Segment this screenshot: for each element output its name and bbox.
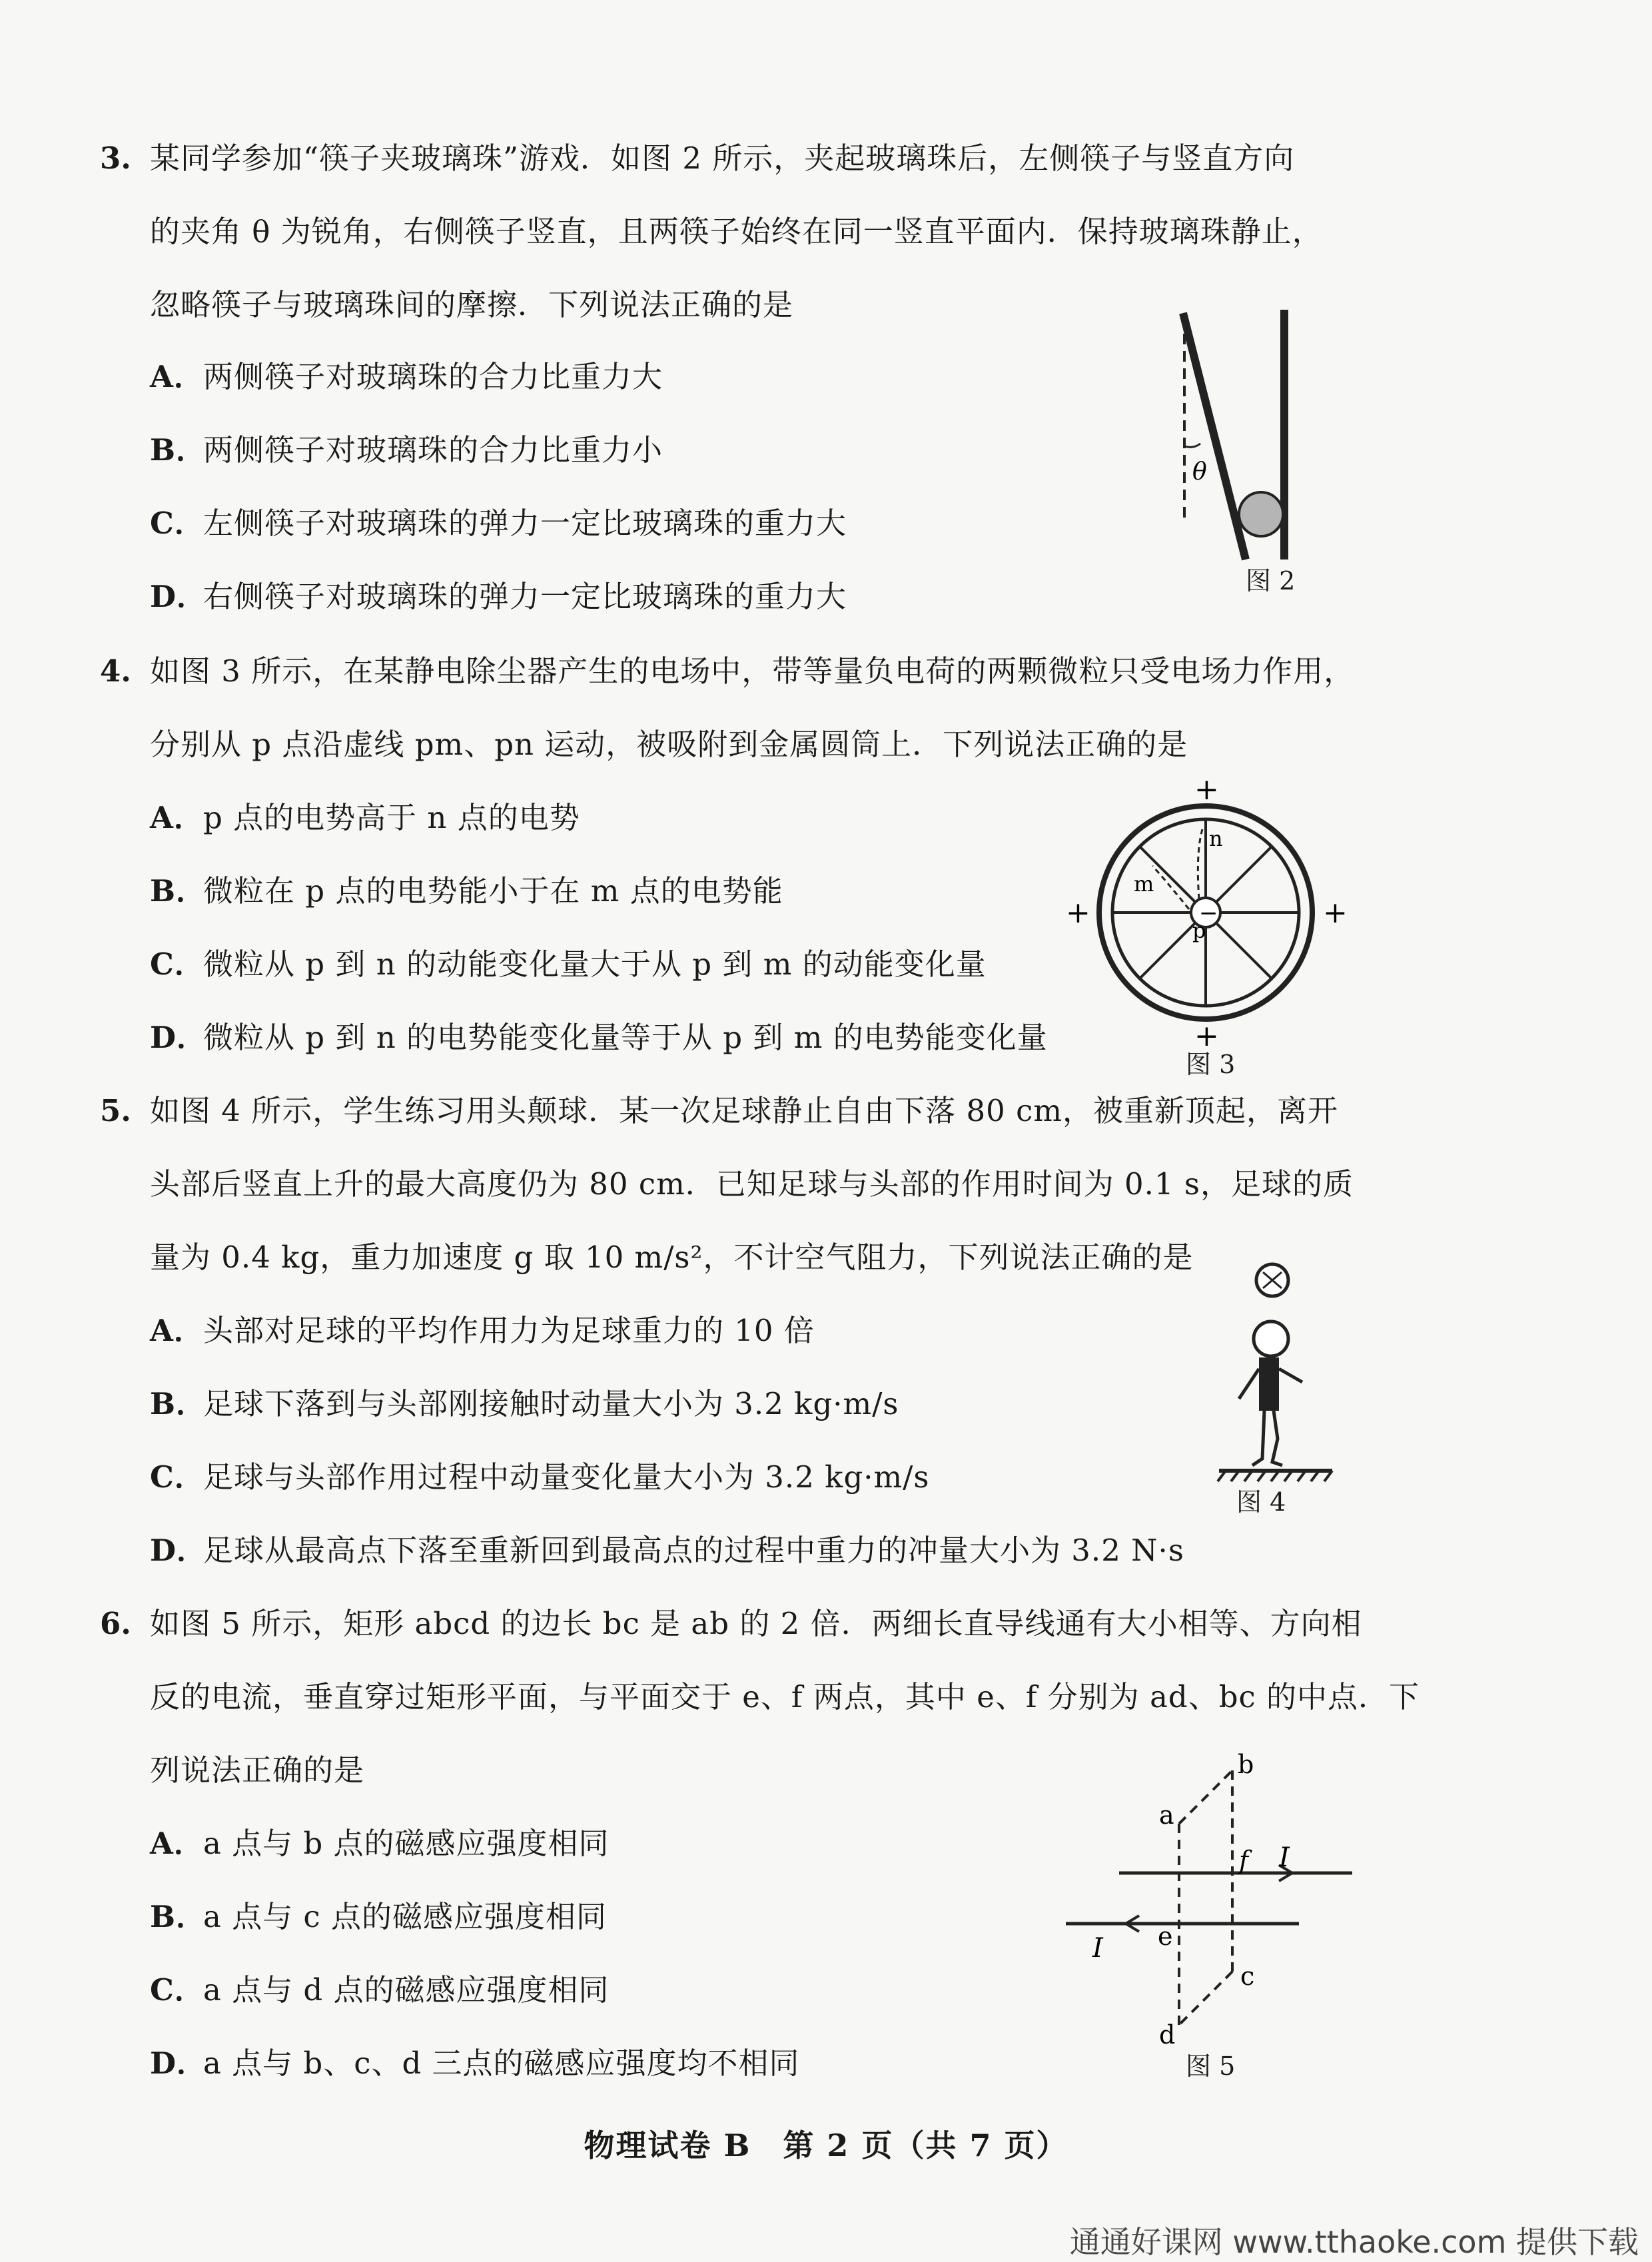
label-d: d xyxy=(1159,2020,1176,2050)
q4-option-d-letter: D． xyxy=(150,1020,208,1055)
q5-option-d-letter: D． xyxy=(150,1533,208,1568)
q5-option-a-text: 头部对足球的平均作用力为足球重力的 10 倍 xyxy=(203,1313,815,1348)
q5-option-b-text: 足球下落到与头部刚接触时动量大小为 3.2 kg·m/s xyxy=(203,1386,899,1421)
q5-option-b xyxy=(150,1384,899,1424)
q3-option-c-letter: C． xyxy=(150,506,205,541)
student-legs xyxy=(1252,1411,1282,1465)
q6-option-d xyxy=(150,2044,800,2083)
central-minus: − xyxy=(1199,900,1218,927)
figure-5-drawing xyxy=(1059,1745,1366,2058)
q4-option-a xyxy=(150,798,580,838)
rectangle-abcd-dashed xyxy=(1179,1770,1232,2025)
q3-option-c xyxy=(150,504,847,544)
q3-number: 3. xyxy=(100,141,131,176)
q4-stem-line-1: 如图 3 所示，在某静电除尘器产生的电场中，带等量负电荷的两颗微粒只受电场力作用， xyxy=(150,653,1355,689)
q3-option-a-text: 两侧筷子对玻璃珠的合力比重力大 xyxy=(203,359,663,394)
page-footer: 物理试卷 B 第 2 页（共 7 页） xyxy=(584,2127,1068,2163)
label-a: a xyxy=(1159,1800,1174,1830)
q3-option-b-letter: B． xyxy=(150,432,207,468)
figure-3-drawing xyxy=(1059,773,1352,1052)
q5-option-d xyxy=(150,1531,1184,1571)
angle-arc xyxy=(1184,444,1200,447)
q4-option-b xyxy=(150,871,783,911)
q5-option-c xyxy=(150,1457,929,1497)
path-pm-dashed xyxy=(1152,866,1189,909)
label-e: e xyxy=(1158,1922,1173,1951)
label-b: b xyxy=(1238,1750,1254,1779)
q5-stem-line-1: 如图 4 所示，学生练习用头颠球．某一次足球静止自由下落 80 cm，被重新顶起，离开 xyxy=(150,1093,1338,1128)
q4-option-c-text: 微粒从 p 到 n 的动能变化量大于从 p 到 m 的动能变化量 xyxy=(203,946,987,982)
q4-option-d xyxy=(150,1018,1048,1058)
watermark: 通通好课网 www.tthaoke.com 提供下载 xyxy=(1069,2224,1639,2260)
q5-stem-line-2: 头部后竖直上升的最大高度仍为 80 cm．已知足球与头部的作用时间为 0.1 s，足球的质 xyxy=(150,1166,1354,1202)
q4-option-a-text: p 点的电势高于 n 点的电势 xyxy=(203,800,580,835)
q3-option-a-letter: A． xyxy=(150,359,205,394)
q3-option-d-text: 右侧筷子对玻璃珠的弹力一定比玻璃珠的重力大 xyxy=(203,579,847,614)
q6-option-c-text: a 点与 d 点的磁感应强度相同 xyxy=(203,1972,610,2008)
q3-stem-line-1: 某同学参加“筷子夹玻璃珠”游戏．如图 2 所示，夹起玻璃珠后，左侧筷子与竖直方向 xyxy=(150,141,1295,176)
q4-stem-line-2: 分别从 p 点沿虚线 pm、pn 运动，被吸附到金属圆筒上．下列说法正确的是 xyxy=(150,727,1188,762)
plus-top: + xyxy=(1194,773,1219,807)
q3-option-b xyxy=(150,430,663,470)
label-m: m xyxy=(1134,871,1154,897)
q4-option-c-letter: C． xyxy=(150,946,205,982)
q6-stem-line-2: 反的电流，垂直穿过矩形平面，与平面交于 e、f 两点，其中 e、f 分别为 ad、bc 的中点．下 xyxy=(150,1679,1420,1714)
q6-option-b xyxy=(150,1897,607,1937)
q3-stem-line-2: 的夹角 θ 为锐角，右侧筷子竖直，且两筷子始终在同一竖直平面内．保持玻璃珠静止， xyxy=(150,214,1323,249)
figure-2-caption: 图 2 xyxy=(1246,566,1296,595)
figure-5-rectangle-wires xyxy=(1059,1745,1366,2091)
student-body xyxy=(1259,1357,1279,1411)
q5-option-c-letter: C． xyxy=(150,1459,205,1495)
label-c: c xyxy=(1240,1962,1255,1991)
theta-label: θ xyxy=(1192,458,1207,486)
student-head xyxy=(1254,1321,1288,1356)
figure-2-drawing xyxy=(1159,306,1332,586)
label-p: p xyxy=(1192,918,1206,943)
q3-option-c-text: 左侧筷子对玻璃珠的弹力一定比玻璃珠的重力大 xyxy=(203,506,847,541)
q4-option-b-letter: B． xyxy=(150,873,207,909)
q4-option-d-text: 微粒从 p 到 n 的电势能变化量等于从 p 到 m 的电势能变化量 xyxy=(203,1020,1048,1055)
q6-option-a-text: a 点与 b 点的磁感应强度相同 xyxy=(203,1826,610,1861)
plus-right: + xyxy=(1323,896,1348,930)
figure-5-caption: 图 5 xyxy=(1186,2052,1236,2081)
q5-option-d-text: 足球从最高点下落至重新回到最高点的过程中重力的冲量大小为 3.2 N·s xyxy=(203,1533,1184,1568)
q6-option-a xyxy=(150,1824,610,1864)
label-current-bottom: I xyxy=(1092,1933,1103,1964)
q5-option-a xyxy=(150,1311,815,1351)
plus-bottom: + xyxy=(1194,1019,1219,1053)
q6-option-d-letter: D． xyxy=(150,2046,208,2081)
q5-option-a-letter: A． xyxy=(150,1313,205,1348)
q3-stem-line-3: 忽略筷子与玻璃珠间的摩擦．下列说法正确的是 xyxy=(150,287,794,322)
q5-stem-line-3: 量为 0.4 kg，重力加速度 g 取 10 m/s²，不计空气阻力，下列说法正确的是 xyxy=(150,1240,1194,1275)
q3-option-d-letter: D． xyxy=(150,579,208,614)
q5-number: 5. xyxy=(100,1093,131,1128)
label-n: n xyxy=(1209,826,1223,851)
figure-3-caption: 图 3 xyxy=(1186,1050,1236,1079)
figure-4-header-ball xyxy=(1199,1259,1346,1519)
q6-number: 6. xyxy=(100,1606,131,1641)
figure-2-chopsticks xyxy=(1159,306,1332,595)
label-current-top: I xyxy=(1279,1842,1290,1873)
q4-option-c xyxy=(150,944,987,984)
path-pn-dashed xyxy=(1198,829,1202,899)
q5-option-b-letter: B． xyxy=(150,1386,207,1421)
q6-stem-line-1: 如图 5 所示，矩形 abcd 的边长 bc 是 ab 的 2 倍．两细长直导线通有大小相等、方向相 xyxy=(150,1606,1362,1641)
q4-option-a-letter: A． xyxy=(150,800,205,835)
glass-bead xyxy=(1239,492,1283,536)
plus-left: + xyxy=(1066,896,1090,930)
q3-option-d xyxy=(150,577,847,617)
figure-3-electrostatic-precipitator xyxy=(1059,773,1352,1079)
label-f: f xyxy=(1239,1846,1249,1875)
q6-option-b-letter: B． xyxy=(150,1899,207,1934)
q6-option-b-text: a 点与 c 点的磁感应强度相同 xyxy=(203,1899,607,1934)
q6-option-d-text: a 点与 b、c、d 三点的磁感应强度均不相同 xyxy=(203,2046,800,2081)
q5-option-c-text: 足球与头部作用过程中动量变化量大小为 3.2 kg·m/s xyxy=(203,1459,930,1495)
q3-option-a xyxy=(150,357,663,397)
q4-option-b-text: 微粒在 p 点的电势能小于在 m 点的电势能 xyxy=(203,873,783,909)
left-chopstick xyxy=(1183,313,1246,560)
figure-4-drawing xyxy=(1199,1259,1346,1485)
figure-4-caption: 图 4 xyxy=(1236,1487,1286,1517)
q6-option-a-letter: A． xyxy=(150,1826,205,1861)
q3-option-b-text: 两侧筷子对玻璃珠的合力比重力小 xyxy=(203,432,663,468)
q6-option-c-letter: C． xyxy=(150,1972,205,2008)
q4-number: 4. xyxy=(100,653,131,689)
q6-stem-line-3: 列说法正确的是 xyxy=(150,1752,365,1788)
q6-option-c xyxy=(150,1970,610,2010)
